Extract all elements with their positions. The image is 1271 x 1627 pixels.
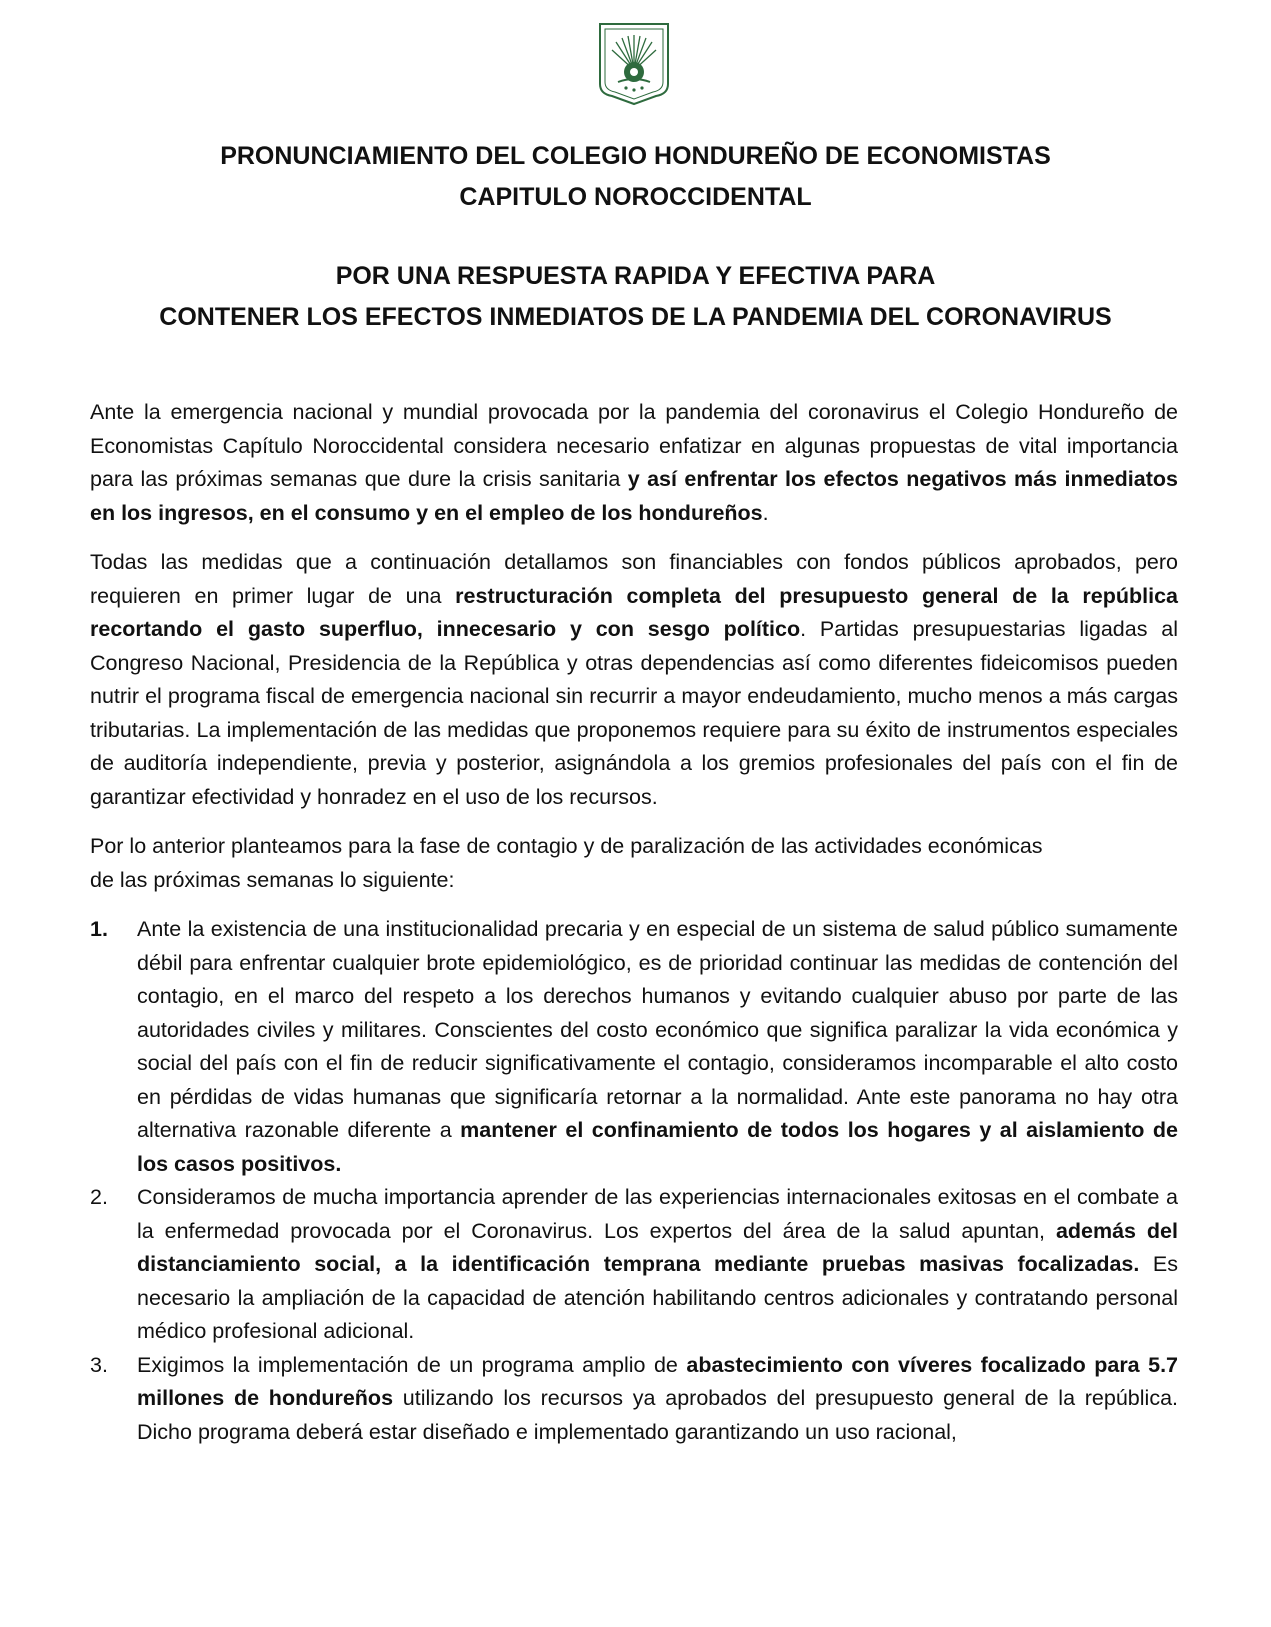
subtitle-line-2: CONTENER LOS EFECTOS INMEDIATOS DE LA PANDEMIA DEL CORONAVIRUS xyxy=(159,303,1112,331)
list-item: 1. Ante la existencia de una institucionalidad precaria y en especial de un sistema de salud público sumamente débil para enfrentar cualquier brote epidemiológico, es de prioridad continuar las medidas de contención del contagio, en el marco del respeto a los derechos humanos y evitando cualquier abuso por parte de las autoridades civiles y militares. Conscientes del costo económico que significa paralizar la vida económica y social del país con el fin de reducir significativamente el contagio, consideramos incomparable el alto costo en pérdidas de vidas humanas que significaría retornar a la normalidad. Ante este panorama no hay otra alternativa razonable diferente a mantener el confinamiento de todos los hogares y al aislamiento de los casos positivos. xyxy=(90,913,1178,1181)
document-subtitle xyxy=(0,256,1271,338)
document-body xyxy=(90,396,1178,1449)
proposal-list xyxy=(90,913,1178,1449)
list-item: 2. Consideramos de mucha importancia aprender de las experiencias internacionales exitosas en el combate a la enfermedad provocada por el Coronavirus. Los expertos del área de la salud apuntan, además del distanciamiento social, a la identificación temprana mediante pruebas masivas focalizadas. Es necesario la ampliación de la capacidad de atención habilitando centros adicionales y contratando personal médico profesional adicional. xyxy=(90,1181,1178,1349)
title-line-1: PRONUNCIAMIENTO DEL COLEGIO HONDUREÑO DE ECONOMISTAS xyxy=(220,142,1051,170)
list-item-number: 1. xyxy=(90,917,108,941)
list-item: 3. Exigimos la implementación de un programa amplio de abastecimiento con víveres focalizado para 5.7 millones de hondureños utilizando los recursos ya aprobados del presupuesto general de la república. Dicho programa deberá estar diseñado e implementado garantizando un uso racional, xyxy=(90,1349,1178,1450)
document-title xyxy=(0,136,1271,218)
logo-emblem-icon xyxy=(596,20,672,106)
paragraph-proposal-lead: Por lo anterior planteamos para la fase de contagio y de paralización de las actividades económicas de las próximas semanas lo siguiente: xyxy=(90,834,1043,892)
paragraph-financing: Todas las medidas que a continuación detallamos son financiables con fondos públicos aprobados, pero requieren en primer lugar de una restructuración completa del presupuesto general de la república recortando el gasto superfluo, innecesario y con sesgo político. Partidas presupuestarias ligadas al Congreso Nacional, Presidencia de la República y otras dependencias así como diferentes fideicomisos pueden nutrir el programa fiscal de emergencia nacional sin recurrir a mayor endeudamiento, mucho menos a más cargas tributarias. La implementación de las medidas que proponemos requiere para su éxito de instrumentos especiales de auditoría independiente, previa y posterior, asignándola a los gremios profesionales del país con el fin de garantizar efectividad y honradez en el uso de los recursos. xyxy=(90,550,1178,809)
colegio-logo xyxy=(596,20,672,106)
list-item-number: 3. xyxy=(90,1352,108,1377)
list-item-number: 2. xyxy=(90,1185,108,1209)
subtitle-line-1: POR UNA RESPUESTA RAPIDA Y EFECTIVA PARA xyxy=(335,262,936,290)
title-line-2: CAPITULO NOROCCIDENTAL xyxy=(459,183,812,211)
paragraph-intro: Ante la emergencia nacional y mundial provocada por la pandemia del coronavirus el Colegio Hondureño de Economistas Capítulo Noroccidental considera necesario enfatizar en algunas propuestas de vital importancia para las próximas semanas que dure la crisis sanitaria y así enfrentar los efectos negativos más inmediatos en los ingresos, en el consumo y en el empleo de los hondureños. xyxy=(90,400,1178,525)
